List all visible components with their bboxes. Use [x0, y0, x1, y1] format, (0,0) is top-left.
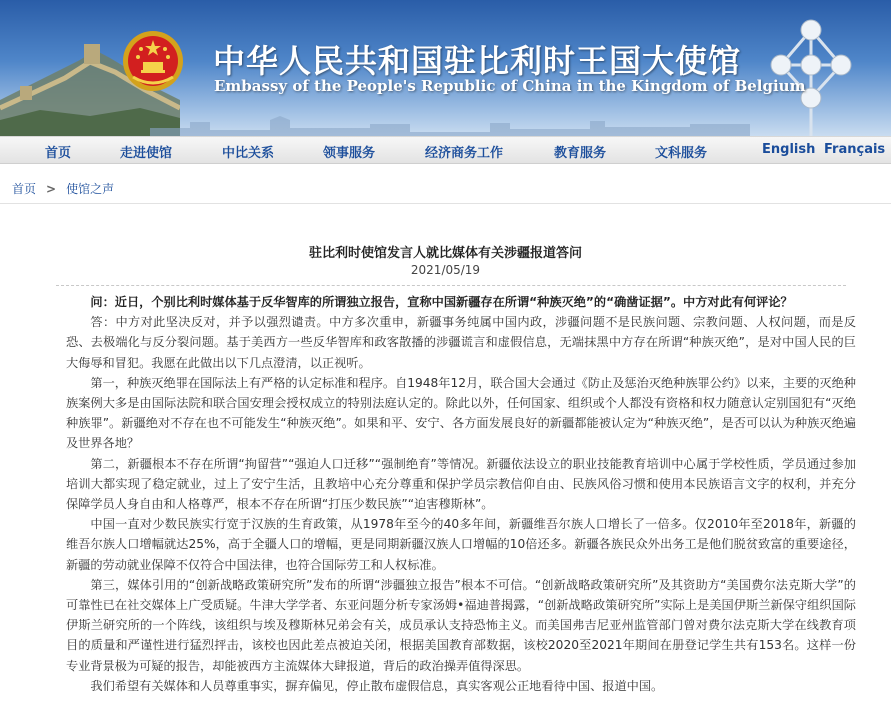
nav-english[interactable]: English	[762, 142, 816, 157]
article-paragraph: 中国一直对少数民族实行宽于汉族的生育政策，从1978年至今的40多年间，新疆维吾尔族人口增长了一倍多。仅2010年至2018年，新疆的维吾尔族人口增幅就达25%，高于全疆人口的增幅，更是同期新疆汉族人口增幅的10倍还多。新疆各族民众外出务工是他们脱贫致富的重要途径，新疆的劳动就业保障不仅符合中国法律，也符合国际劳工和人权标准。	[66, 517, 856, 572]
national-emblem-icon	[121, 29, 185, 93]
city-skyline-image	[150, 114, 750, 136]
embassy-title-en: Embassy of the People's Republic of China in the Kingdom of Belgium	[214, 77, 806, 95]
article-paragraph: 我们希望有关媒体和人员尊重事实，摒弃偏见，停止散布虚假信息，真实客观公正地看待中国、报道中国。	[90, 678, 664, 693]
article-divider	[56, 285, 846, 286]
breadcrumb-section[interactable]: 使馆之声	[66, 182, 115, 196]
nav-economic[interactable]: 经济商务工作	[425, 146, 504, 161]
nav-about-embassy[interactable]: 走进使馆	[120, 146, 173, 161]
article-body	[66, 292, 856, 696]
article-paragraph: 答：中方对此坚决反对，并予以强烈谴责。中方多次重申，新疆事务纯属中国内政，涉疆问题不是民族问题、宗教问题、人权问题，而是反恐、去极端化与反分裂问题。基于美西方一些反华智库和政客散播的涉疆谎言和虚假信息，无端抹黑中方存在所谓“种族灭绝”，是对中国人民的巨大侮辱和冒犯。我愿在此做出以下几点澄清，以正视听。	[66, 315, 856, 370]
article-question: 问：近日，个别比利时媒体基于反华智库的所谓独立报告，宣称中国新疆存在所谓“种族灭绝”的“确凿证据”。中方对此有何评论？	[90, 295, 793, 309]
nav-culture[interactable]: 文科服务	[655, 146, 708, 161]
chevron-right-icon: >	[46, 182, 57, 196]
nav-consular[interactable]: 领事服务	[323, 146, 376, 161]
nav-francais[interactable]: Français	[824, 142, 886, 157]
nav-china-belgium[interactable]: 中比关系	[222, 146, 275, 161]
article-paragraph: 第一，种族灭绝罪在国际法上有严格的认定标准和程序。自1948年12月，联合国大会通过《防止及惩治灭绝种族罪公约》以来，主要的灭绝种族案例大多是由国际法院和联合国安理会授权成立的特别法庭认定的。除此以外，任何国家、组织或个人都没有资格和权力随意认定别国犯有“灭绝种族罪”。新疆绝对不存在也不可能发生“种族灭绝”。如果和平、安宁、各方面发展良好的新疆都能被认定为“种族灭绝”，是否可以认为种族灭绝遍及世界各地？	[66, 375, 856, 451]
breadcrumb-divider	[0, 203, 891, 204]
nav-home[interactable]: 首页	[45, 146, 72, 161]
main-nav	[0, 136, 891, 164]
article-title: 驻比利时使馆发言人就比媒体有关涉疆报道答问	[308, 246, 582, 261]
article-date: 2021/05/19	[410, 263, 481, 277]
nav-education[interactable]: 教育服务	[554, 146, 607, 161]
article-paragraph: 第二，新疆根本不存在所谓“拘留营”“强迫人口迁移”“强制绝育”等情况。新疆依法设立的职业技能教育培训中心属于学校性质，学员通过参加培训大都实现了稳定就业，过上了安宁生活，且教培中心充分尊重和保护学员宗教信仰自由、民族风俗习惯和使用本民族语言文字的权利，并充分保障学员人身自由和人格尊严，根本不存在所谓“打压少数民族”“迫害穆斯林”。	[66, 456, 856, 512]
header-banner	[0, 0, 891, 136]
embassy-title-cn: 中华人民共和国驻比利时王国大使馆	[213, 42, 742, 80]
breadcrumb-home[interactable]: 首页	[12, 182, 37, 196]
article-paragraph: 第三，媒体引用的“创新战略政策研究所”发布的所谓“涉疆独立报告”根本不可信。“创新战略政策研究所”及其资助方“美国费尔法克斯大学”的可靠性已在社交媒体上广受质疑。牛津大学学者、东亚问题分析专家汤姆•福迪普揭露，“创新战略政策研究所”实际上是美国伊斯兰新保守组织国际伊斯兰研究所的一个阵线，该组织与埃及穆斯林兄弟会有关，成员承认支持恐怖主义。而美国弗吉尼亚州监管部门曾对费尔法克斯大学在线教育项目的质量和严谨性进行猛烈抨击，该校也因此差点被迫关闭，根据美国教育部数据，该校2020至2021年期间在册登记学生共有153名。这样一份专业背景极为可疑的报告，却能被西方主流媒体大肆报道，背后的政治操弄值得深思。	[66, 577, 856, 673]
breadcrumb	[12, 180, 114, 197]
atomium-image	[751, 10, 871, 136]
